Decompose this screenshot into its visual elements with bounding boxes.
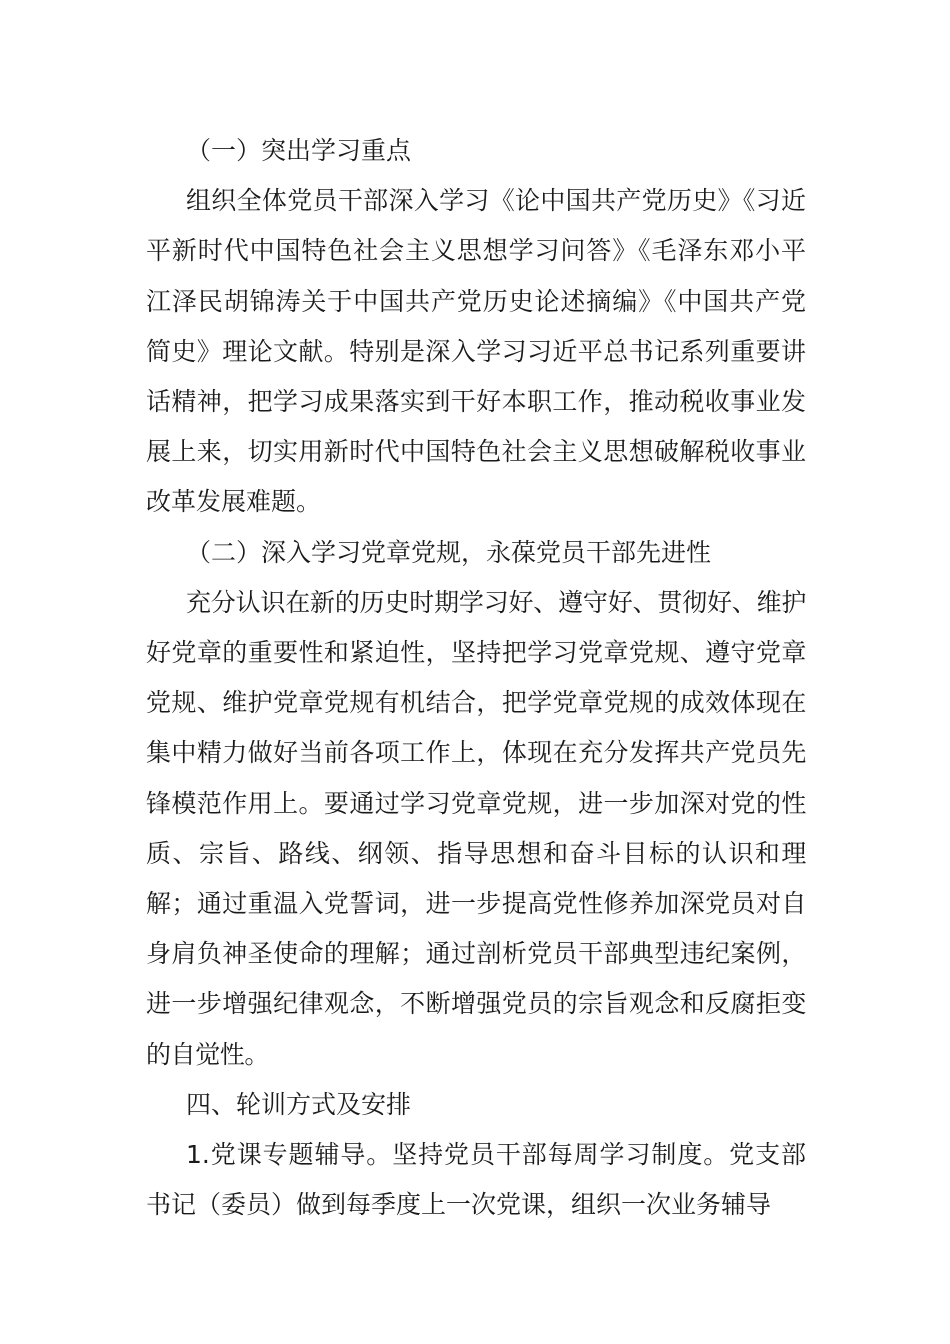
paragraph-party-rules: 充分认识在新的历史时期学习好、遵守好、贯彻好、维护好党章的重要性和紧迫性，坚持把学习党章党规、遵守党章党规、维护党章党规有机结合，把学党章党规的成效体现在集中精力做好当前各项工作上，体现在充分发挥共产党员先锋模范作用上。要通过学习党章党规，进一步加深对党的性质、宗旨、路线、纲领、指导思想和奋斗目标的认识和理解；通过重温入党誓词，进一步提高党性修养加深党员对自身肩负神圣使命的理解；通过剖析党员干部典型违纪案例，进一步增强纪律观念，不断增强党员的宗旨观念和反腐拒变的自觉性。 [146,587,806,1069]
section-heading-training-methods: 四、轮训方式及安排 [186,1089,412,1119]
section-heading-study-focus: （一）突出学习重点 [186,136,412,165]
document-page [146,126,806,1230]
paragraph-study-focus: 组织全体党员干部深入学习《论中国共产党历史》《习近平新时代中国特色社会主义思想学习问答》《毛泽东邓小平江泽民胡锦涛关于中国共产党历史论述摘编》《中国共产党简史》理论文献。特别是深入学习习近平总书记系列重要讲话精神，把学习成果落实到干好本职工作，推动税收事业发展上来，切实用新时代中国特色社会主义思想破解税收事业改革发展难题。 [146,186,806,517]
paragraph-party-lecture: 1.党课专题辅导。坚持党员干部每周学习制度。党支部书记（委员）做到每季度上一次党课，组织一次业务辅导 [146,1140,806,1220]
section-heading-party-rules: （二）深入学习党章党规，永葆党员干部先进性 [186,537,712,567]
